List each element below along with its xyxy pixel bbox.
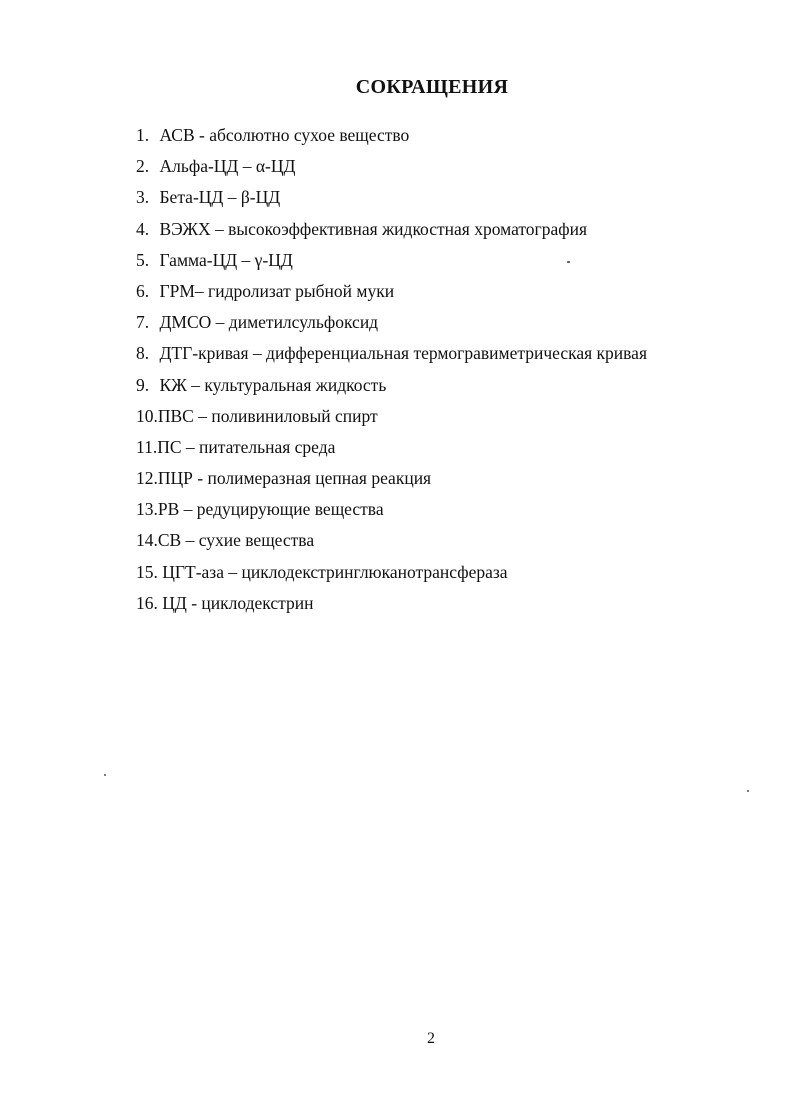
scan-speck (567, 261, 570, 263)
list-item (136, 592, 647, 623)
item-text: АСВ - абсолютно сухое вещество (159, 125, 410, 145)
item-number: 14. (136, 530, 158, 551)
item-text: ПЦР - полимеразная цепная реакция (157, 468, 432, 489)
item-text: КЖ – культуральная жидкость (159, 374, 387, 395)
item-text: ПВС – поливиниловый спирт (157, 405, 378, 426)
list-item (136, 155, 647, 186)
item-text: ПС – питательная среда (157, 436, 336, 457)
item-text: ДТГ-кривая – дифференциальная термогравиметрическая кривая (159, 343, 647, 364)
item-text: Бета-ЦД – β-ЦД (159, 187, 281, 208)
list-item (136, 186, 647, 217)
page-number: 2 (427, 1030, 435, 1047)
item-number: 7. (136, 312, 150, 333)
item-text: ЦД - циклодекстрин (162, 592, 314, 613)
item-text: ЦГТ-аза – циклодекстринглюканотрансфераза (162, 561, 508, 582)
list-item (136, 218, 647, 249)
item-number: 1. (136, 125, 150, 145)
list-item (136, 405, 647, 436)
item-text: Гамма-ЦД – γ-ЦД (159, 249, 293, 270)
item-number: 12. (136, 468, 158, 489)
scan-speck (747, 790, 749, 792)
item-number: 3. (136, 187, 150, 208)
item-text: ДМСО – диметилсульфоксид (159, 312, 379, 333)
item-text: РВ – редуцирующие вещества (157, 499, 384, 520)
item-text: Альфа-ЦД – α-ЦД (159, 156, 296, 177)
item-number: 9. (136, 374, 150, 395)
item-number: 5. (136, 249, 150, 270)
list-item (136, 374, 647, 405)
item-text: СВ – сухие вещества (157, 530, 315, 551)
list-item (136, 498, 647, 529)
list-item (136, 311, 647, 342)
list-item (136, 467, 647, 498)
page-title: СОКРАЩЕНИЯ (355, 76, 509, 98)
item-number: 6. (136, 280, 150, 301)
list-item (136, 529, 647, 560)
scan-speck (104, 774, 106, 776)
item-text: ВЭЖХ – высокоэффективная жидкостная хроматография (159, 218, 588, 239)
list-item (136, 561, 647, 592)
item-number: 11. (136, 436, 158, 457)
item-number: 2. (136, 156, 150, 177)
list-item (136, 249, 647, 280)
item-text: ГРМ– гидролизат рыбной муки (159, 280, 395, 301)
item-number: 10. (136, 405, 158, 426)
item-number: 16. (136, 592, 158, 613)
item-number: 8. (136, 343, 150, 364)
list-item (136, 436, 647, 467)
list-item (136, 342, 647, 373)
abbreviation-list (136, 124, 647, 623)
item-number: 13. (136, 499, 158, 520)
list-item (136, 124, 647, 155)
list-item (136, 280, 647, 311)
item-number: 4. (136, 218, 150, 239)
item-number: 15. (136, 561, 158, 582)
